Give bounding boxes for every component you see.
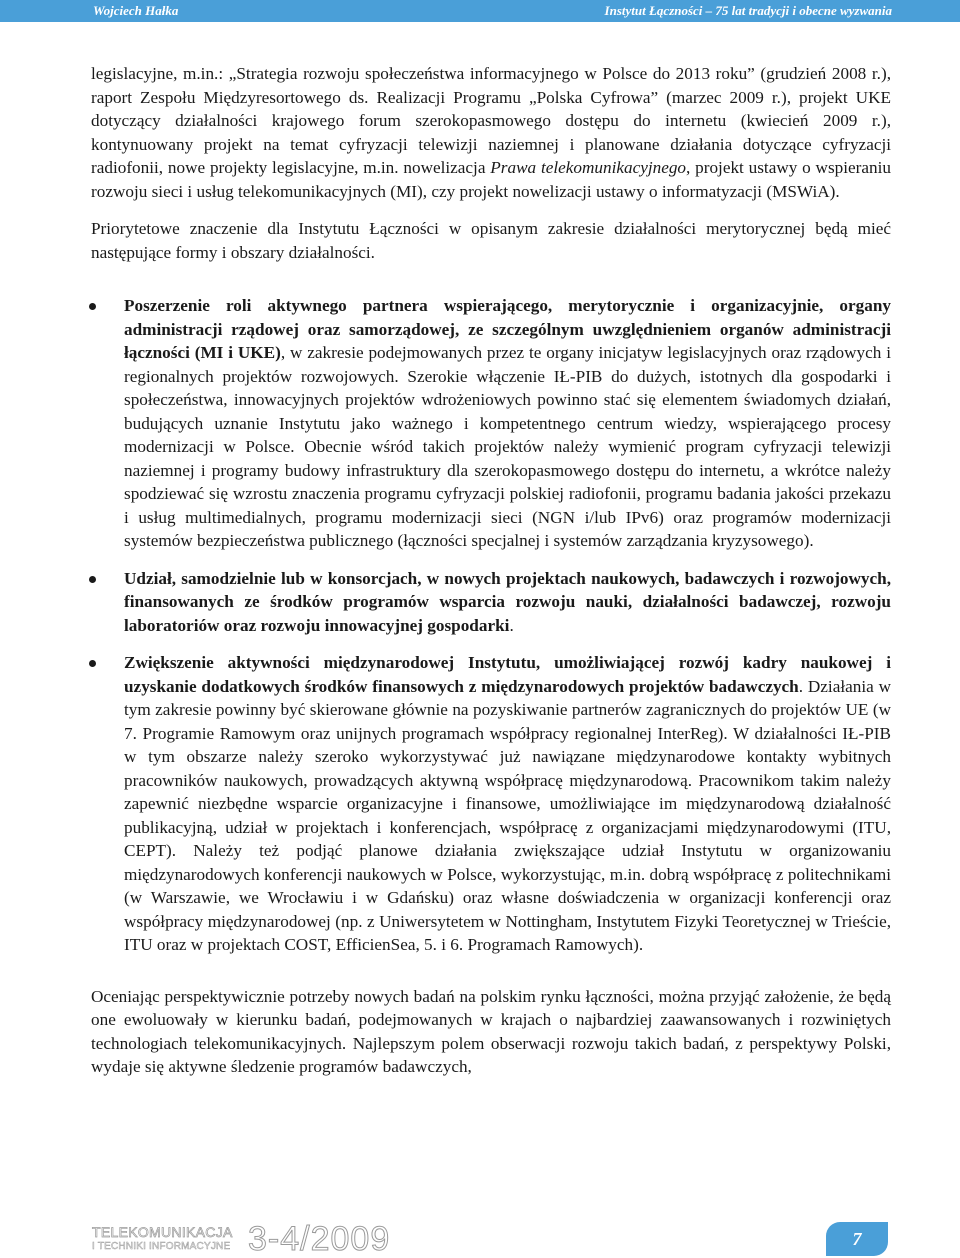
list-item-heading: Poszerzenie roli aktywnego partnera wspierającego, merytorycznie i organizacyjnie, organy administracji rządowej oraz samorządowej, ze szczególnym uwzględnieniem organów administracji łączności (MI i UKE) (124, 296, 891, 362)
bullet-icon (89, 576, 96, 583)
page-footer (0, 1222, 960, 1256)
header-author: Wojciech Hałka (93, 3, 179, 18)
list-item (91, 294, 891, 553)
list-item-text: , w zakresie podejmowanych przez te organy inicjatyw legislacyjnych oraz rządowych i regionalnych projektów rozwojowych. Szerokie włączenie IŁ-PIB do dużych, istotnych dla gospodarki i społeczeństwa, innowacyjnych projektów wdrożeniowych powinno stać się elementem świadomych działań, budujących uznanie Instytutu jako ważnego i kompetentnego centrum wiedzy, wspierającego procesy modernizacji w Polsce. Obecnie wśród takich projektów należy wymienić program cyfryzacji telewizji naziemnej i programy budowy infrastruktury dla szerokopasmowego dostępu do internetu, a wkrótce należy spodziewać się wzrostu znaczenia programu cyfryzacji polskiej radiofonii, programu badania jakości przekazu i usług multimedialnych, programu modernizacji sieci (NGN i/lub IPv6) oraz programów modernizacji systemów bezpieczeństwa publicznego (łączności specjalnej i systemów zarządzania kryzysowego). (124, 343, 891, 550)
intro-text-1: legislacyjne, m.in.: „Strategia rozwoju społeczeństwa informacyjnego w Polsce do 2013 roku” (grudzień 2008 r.), raport Zespołu Międzyresortowego ds. Realizacji Programu „Polska Cyfrowa” (marzec 2009 r.), projekt UKE dotyczący działalności krajowego forum szerokopasmowego dostępu do internetu (kwiecień 2009 r.), kontynuowany projekt na temat cyfryzacji telewizji naziemnej i planowane działania dotyczące cyfryzacji radiofonii, nowe projekty legislacyjne, m.in. nowelizacja (91, 64, 891, 177)
intro-paragraph (91, 62, 891, 203)
header-title: Instytut Łączności – 75 lat tradycji i obecne wyzwania (604, 3, 892, 18)
running-header (0, 0, 960, 22)
journal-name: TELEKOMUNIKACJA (92, 1224, 233, 1240)
article-body (91, 62, 891, 1079)
priority-list (91, 294, 891, 957)
bullet-icon (89, 303, 96, 310)
closing-paragraph: Oceniając perspektywicznie potrzeby nowych badań na polskim rynku łączności, można przyjąć założenie, że będą one ewoluowały w kierunku badań, podejmowanych w krajach o najbardziej zaawansowanych i rozwiniętych technologiach telekomunikacyjnych. Najlepszym polem obserwacji rozwoju takich badań, z perspektywy Polski, wydaje się aktywne śledzenie programów badawczych, (91, 986, 891, 1076)
list-item-text: . Działania w tym zakresie powinny być skierowane głównie na pozyskiwanie partnerów zagranicznych do projektów UE (w 7. Programie Ramowym oraz unijnych programach współpracy regionalnej InterReg). W działalności IŁ-PIB w tym obszarze należy szeroko wykorzystywać już nawiązane międzynarodowe kontakty wybitnych pracowników naukowych, prowadzących aktywną współpracę międzynarodową. Pracownikom takim należy zapewnić niezbędne wsparcie organizacyjne i finansowe, umożliwiające im międzynarodową działalność publikacyjną, udział w projektach i konferencjach, współpracę z organizacjami międzynarodowymi (ITU, CEPT). Należy też podjąć planowe działania zwiększające udział Instytutu w organizowaniu międzynarodowych konferencji naukowych w Polsce, wykorzystując, m.in. dobrą współpracę z politechnikami (w Warszawie, we Wrocławiu i w Gdańsku) oraz własne doświadczenia w organizacji konferencji oraz współpracy międzynarodowej (np. z Uniwersytetem w Nottingham, Instytutem Fizyki Teoretycznej w Trieście, ITU oraz w projektach COST, EfficienSea, 5. i 6. Programach Ramowych). (124, 676, 891, 954)
journal-subtitle: I TECHNIKI INFORMACYJNE (92, 1241, 231, 1252)
priorities-paragraph: Priorytetowe znaczenie dla Instytutu Łączności w opisanym zakresie działalności merytorycznej będą mieć następujące formy i obszary działalności. (91, 219, 891, 262)
list-item (91, 651, 891, 957)
list-item-heading: Zwiększenie aktywności międzynarodowej Instytutu, umożliwiającej rozwój kadry naukowej i uzyskanie dodatkowych środków finansowych z międzynarodowych projektów badawczych (124, 653, 891, 696)
list-item-heading: Udział, samodzielnie lub w konsorcjach, w nowych projektach naukowych, badawczych i rozwojowych, finansowanych ze środków programów wsparcia rozwoju nauki, działalności badawczej, rozwoju laboratoriów oraz rozwoju innowacyjnej gospodarki (124, 568, 891, 635)
page-number: 7 (826, 1222, 888, 1256)
list-item-text: . (509, 615, 514, 635)
issue-number: 3-4/2009 (248, 1220, 391, 1258)
list-item (91, 567, 891, 638)
intro-text-2: , projekt ustawy o wspieraniu rozwoju sieci i usług telekomunikacyjnych (MI), czy projekt nowelizacji ustawy o informatyzacji (MSWiA). (91, 158, 891, 201)
bullet-icon (89, 660, 96, 667)
intro-italic-title: Prawa telekomunikacyjnego (490, 158, 687, 177)
